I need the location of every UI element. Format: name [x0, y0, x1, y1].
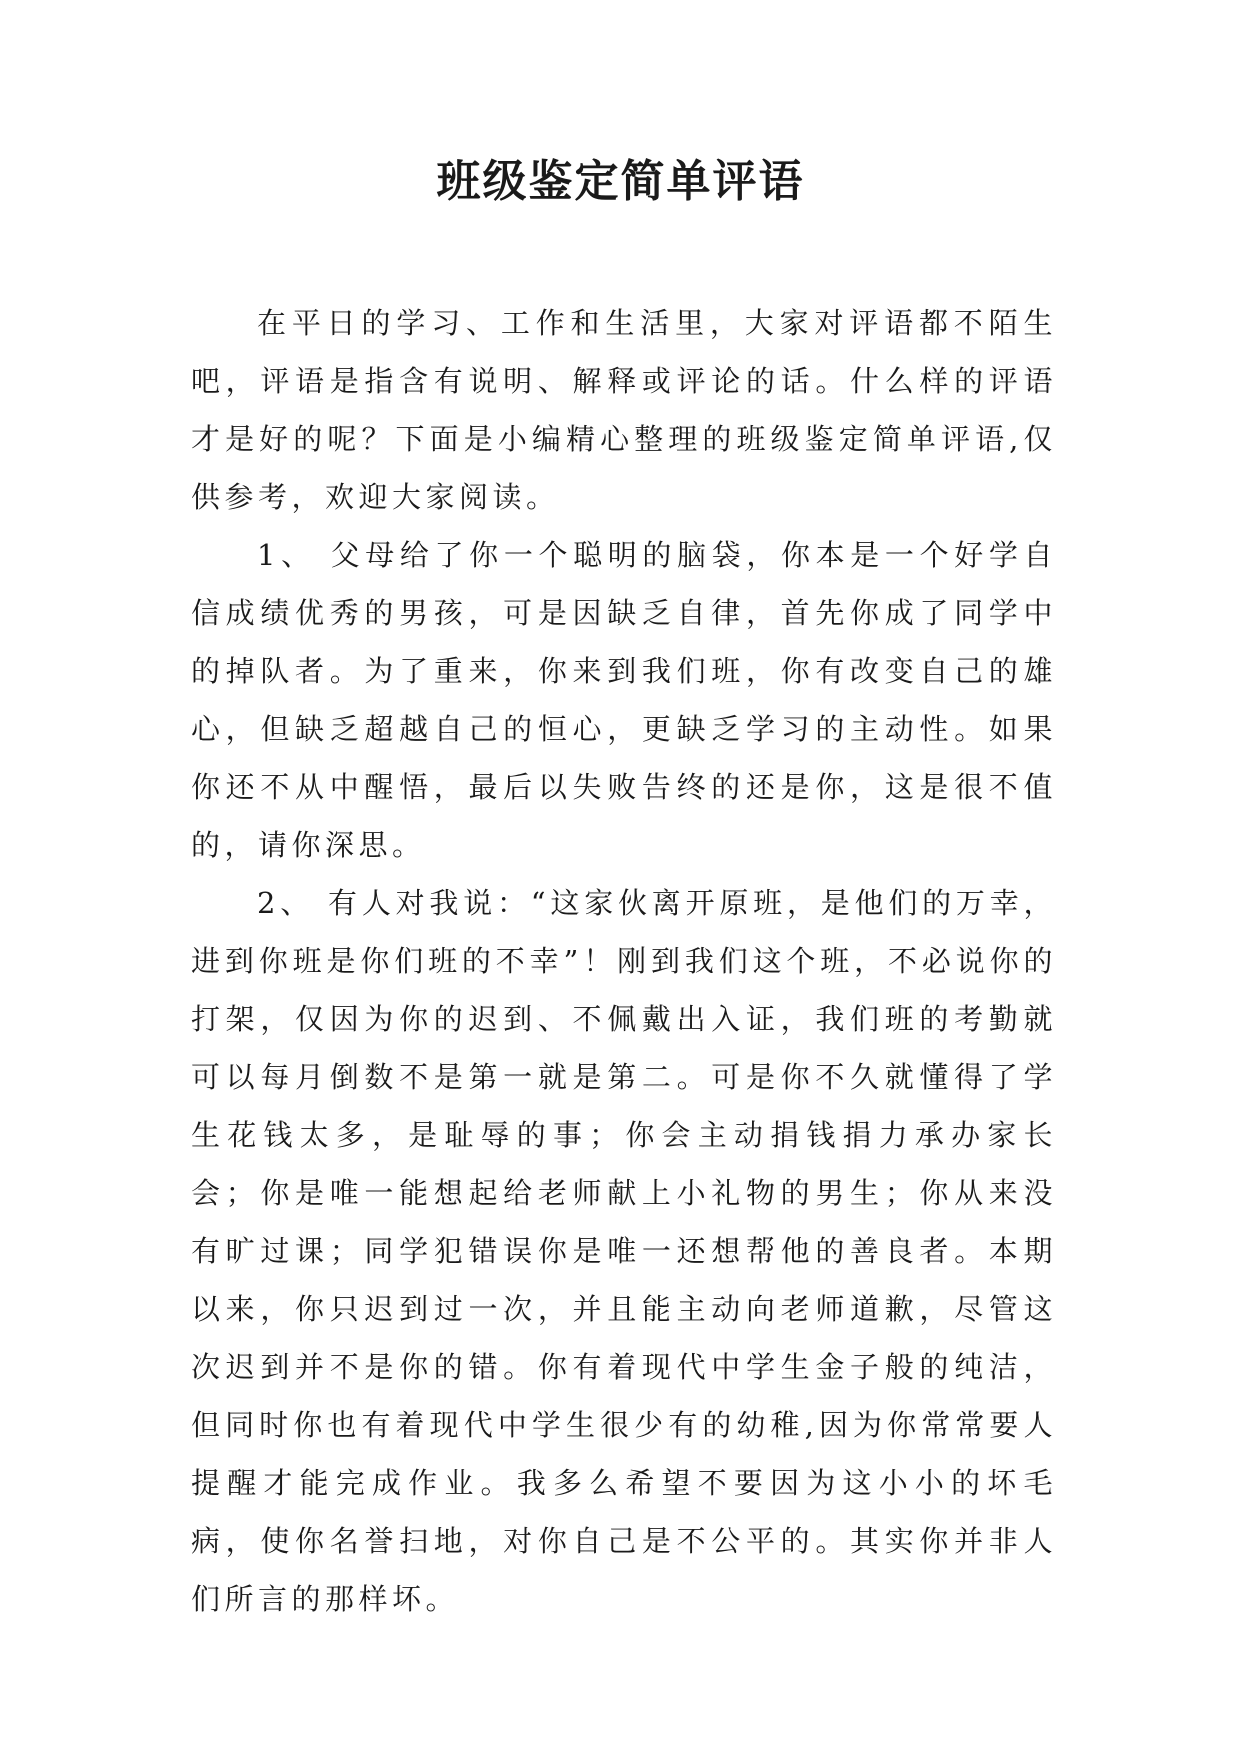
document-title: 班级鉴定简单评语: [436, 156, 805, 207]
comment-paragraph-2: 2、 有人对我说：“这家伙离开原班，是他们的万幸，进到你班是你们班的不幸”！刚到我们这个班，不必说你的打架，仅因为你的迟到、不佩戴出入证，我们班的考勤就可以每月倒数不是第一就是第二。可是你不久就懂得了学生花钱太多，是耻辱的事；你会主动捐钱捐力承办家长会；你是唯一能想起给老师献上小礼物的男生；你从来没有旷过课；同学犯错误你是唯一还想帮他的善良者。本期以来，你只迟到过一次，并且能主动向老师道歉，尽管这次迟到并不是你的错。你有着现代中学生金子般的纯洁，但同时你也有着现代中学生很少有的幼稚,因为你常常要人提醒才能完成作业。我多么希望不要因为这小小的坏毛病，使你名誉扫地，对你自己是不公平的。其实你并非人们所言的那样坏。: [191, 886, 1057, 1616]
comment-paragraph-1: 1、 父母给了你一个聪明的脑袋，你本是一个好学自信成绩优秀的男孩，可是因缺乏自律，首先你成了同学中的掉队者。为了重来，你来到我们班，你有改变自己的雄心，但缺乏超越自己的恒心，更缺乏学习的主动性。如果你还不从中醒悟，最后以失败告终的还是你，这是很不值的，请你深思。: [191, 538, 1057, 862]
document-body: [191, 294, 1057, 1628]
intro-paragraph: 在平日的学习、工作和生活里，大家对评语都不陌生吧，评语是指含有说明、解释或评论的话。什么样的评语才是好的呢？下面是小编精心整理的班级鉴定简单评语,仅供参考，欢迎大家阅读。: [191, 306, 1057, 514]
